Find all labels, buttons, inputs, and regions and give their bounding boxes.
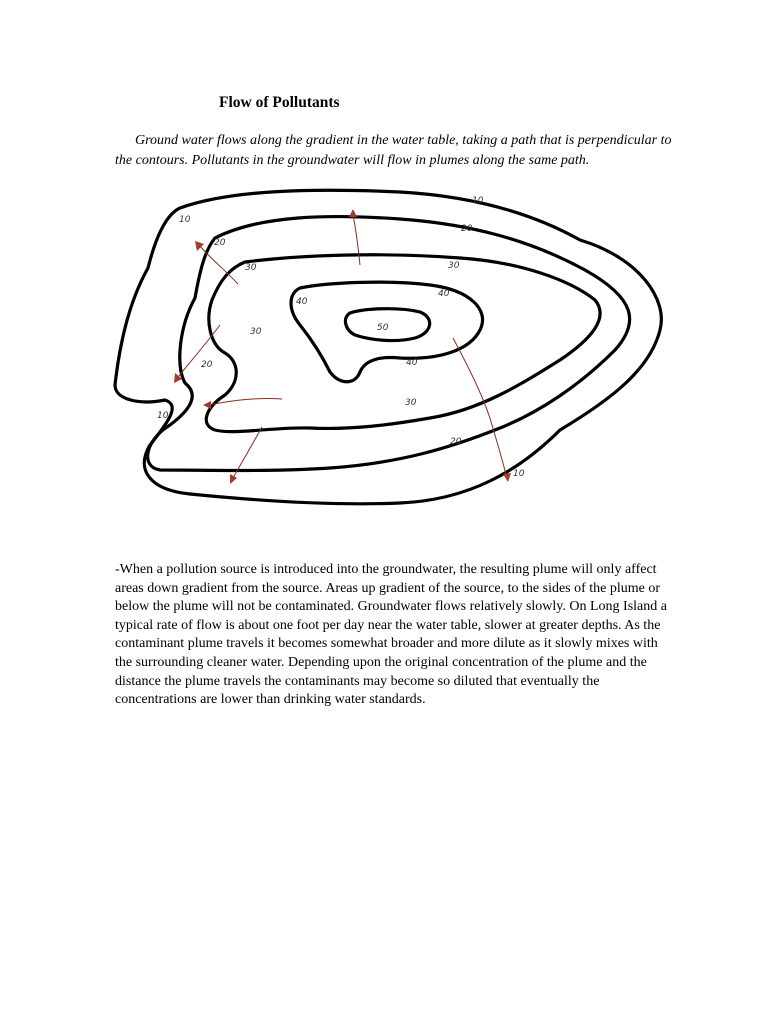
contour-label: 20 — [214, 238, 226, 248]
contour-label: 30 — [250, 327, 262, 337]
contour-label: 30 — [448, 261, 460, 271]
contour-label: 10 — [179, 215, 191, 225]
contour-label: 10 — [157, 411, 169, 421]
body-paragraph: -When a pollution source is introduced into the groundwater, the resulting plume will only affect areas down gradient from the source. Areas up gradient of the source, to the sides of the plume or below the plume will not be contaminated. Groundwater flows relatively slowly. On Long Island a typical rate of flow is about one foot per day near the water table, slower at greater depths. As the contaminant plume travels it becomes somewhat broader and more dilute as it slowly mixes with the surrounding cleaner water. Depending upon the original concentration of the plume and the distance the plume travels the contaminants may become so diluted that eventually the concentrations are lower than drinking water standards. — [115, 562, 667, 708]
intro-text: Ground water flows along the gradient in the water table, taking a path that is perpendicular to the contours. Pollutants in the groundwater will flow in plumes along the same path. — [115, 133, 672, 168]
contour-label: 40 — [438, 289, 450, 299]
contour-label: 20 — [201, 360, 213, 370]
flow-arrow-northwest — [200, 246, 238, 284]
flow-arrow-north — [353, 215, 360, 265]
contour-label: 50 — [377, 323, 389, 333]
contour-label: 20 — [450, 437, 462, 447]
intro-paragraph — [115, 131, 675, 170]
arrowhead-southwest-2-icon — [230, 474, 237, 484]
contour-label: 20 — [461, 224, 473, 234]
contour-label: 30 — [405, 398, 417, 408]
contour-label: 10 — [513, 469, 525, 479]
contour-label: 30 — [245, 263, 257, 273]
flow-arrow-southeast — [453, 338, 506, 475]
arrowhead-north-icon — [349, 209, 357, 217]
contour-map — [108, 188, 673, 513]
contour-label: 40 — [296, 297, 308, 307]
contour-label: 10 — [472, 196, 484, 206]
arrowhead-southwest-1-icon — [203, 401, 211, 409]
page-title: Flow of Pollutants — [219, 94, 340, 111]
flow-arrow-west — [178, 325, 220, 377]
arrowhead-southeast-icon — [503, 473, 511, 482]
contour-label: 40 — [406, 358, 418, 368]
